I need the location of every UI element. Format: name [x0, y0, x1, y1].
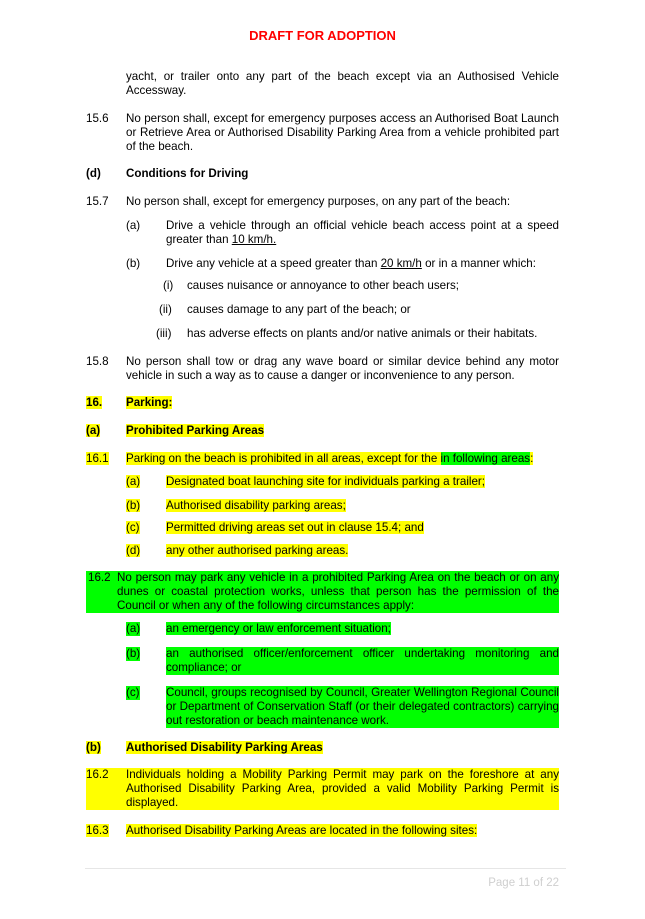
item-letter: (a) — [126, 622, 141, 635]
clause-15-7-i-text: causes nuisance or annoyance to other beach users; — [187, 279, 459, 292]
section-heading-parking: Parking: — [126, 396, 173, 409]
list-item: Permitted driving areas set out in clause 15.4; and — [166, 521, 424, 534]
page-number: Page 11 of 22 — [488, 877, 559, 889]
subitem-numeral: (ii) — [159, 303, 172, 316]
clause-15-7-text: No person shall, except for emergency purposes, on any part of the beach: — [126, 195, 511, 208]
list-item: Designated boat launching site for individuals parking a trailer; — [166, 475, 486, 488]
clause-15-7-iii-text: has adverse effects on plants and/or native animals or their habitats. — [187, 327, 538, 340]
clause-number: 15.7 — [86, 195, 109, 208]
item-letter: (b) — [126, 647, 141, 660]
section-heading-prohibited-parking: Prohibited Parking Areas — [126, 424, 265, 437]
section-heading-conditions-for-driving: Conditions for Driving — [126, 167, 249, 180]
subitem-numeral: (i) — [163, 279, 174, 292]
section-letter: (b) — [86, 741, 101, 754]
page-title: DRAFT FOR ADOPTION — [249, 28, 396, 43]
clause-number: 16.1 — [86, 452, 109, 465]
section-number: 16. — [86, 396, 103, 409]
clause-16-2-text: No person may park any vehicle in a prohibited Parking Area on the beach or on any dunes or coastal protection works, unless that person has the permission of the Council or when any of the following circumstances apply: — [117, 571, 559, 612]
clause-15-6-text: No person shall, except for emergency purposes access an Authorised Boat Launch or Retrieve Area or Authorised Disability Parking Area from a vehicle prohibited part of the beach. — [126, 112, 559, 153]
clause-15-7-ii-text: causes damage to any part of the beach; or — [187, 303, 411, 316]
paragraph-continuation: yacht, or trailer onto any part of the beach except via an Authosised Vehicle Accessway. — [126, 70, 559, 97]
list-item: Authorised disability parking areas; — [166, 499, 346, 512]
list-item: Council, groups recognised by Council, Greater Wellington Regional Council or Department of Conservation Staff (or their delegated contractors) carrying out restoration or beach maintenance work. — [166, 686, 559, 727]
section-letter: (a) — [86, 424, 101, 437]
item-letter: (a) — [126, 475, 141, 488]
clause-number: 16.3 — [86, 824, 109, 837]
clause-16-1-text: Parking on the beach is prohibited in all areas, except for the in following areas: — [126, 452, 534, 465]
clause-number: 15.6 — [86, 112, 109, 125]
item-letter: (d) — [126, 544, 141, 557]
item-letter: (a) — [126, 219, 141, 232]
item-letter: (c) — [126, 521, 140, 534]
clause-number: 16.2 — [86, 768, 109, 781]
item-letter: (c) — [126, 686, 140, 699]
item-letter: (b) — [126, 257, 141, 270]
clause-15-7-b-text: Drive any vehicle at a speed greater than 20 km/h or in a manner which: — [166, 257, 536, 270]
section-letter: (d) — [86, 167, 101, 180]
clause-number: 16.2 — [88, 571, 111, 584]
clause-15-7-a-text: Drive a vehicle through an official vehicle beach access point at a speed greater than 10 km/h. — [166, 219, 559, 246]
list-item: any other authorised parking areas. — [166, 544, 349, 557]
subitem-numeral: (iii) — [156, 327, 172, 340]
list-item: an emergency or law enforcement situation; — [166, 622, 391, 635]
speed-limit-10: 10 km/h. — [231, 233, 277, 246]
section-heading-disability-parking: Authorised Disability Parking Areas — [126, 741, 323, 754]
clause-number: 15.8 — [86, 355, 109, 368]
speed-limit-20: 20 km/h — [380, 257, 422, 270]
item-letter: (b) — [126, 499, 141, 512]
clause-15-8-text: No person shall tow or drag any wave board or similar device behind any motor vehicle in such a way as to cause a danger or inconvenience to any person. — [126, 355, 559, 382]
list-item: an authorised officer/enforcement officer undertaking monitoring and compliance; or — [166, 647, 559, 674]
footer-divider — [85, 868, 566, 869]
clause-16-2b-text: Individuals holding a Mobility Parking Permit may park on the foreshore at any Authorised Disability Parking Area, provided a valid Mobility Parking Permit is displayed. — [126, 768, 559, 809]
clause-16-3-text: Authorised Disability Parking Areas are located in the following sites: — [126, 824, 478, 837]
